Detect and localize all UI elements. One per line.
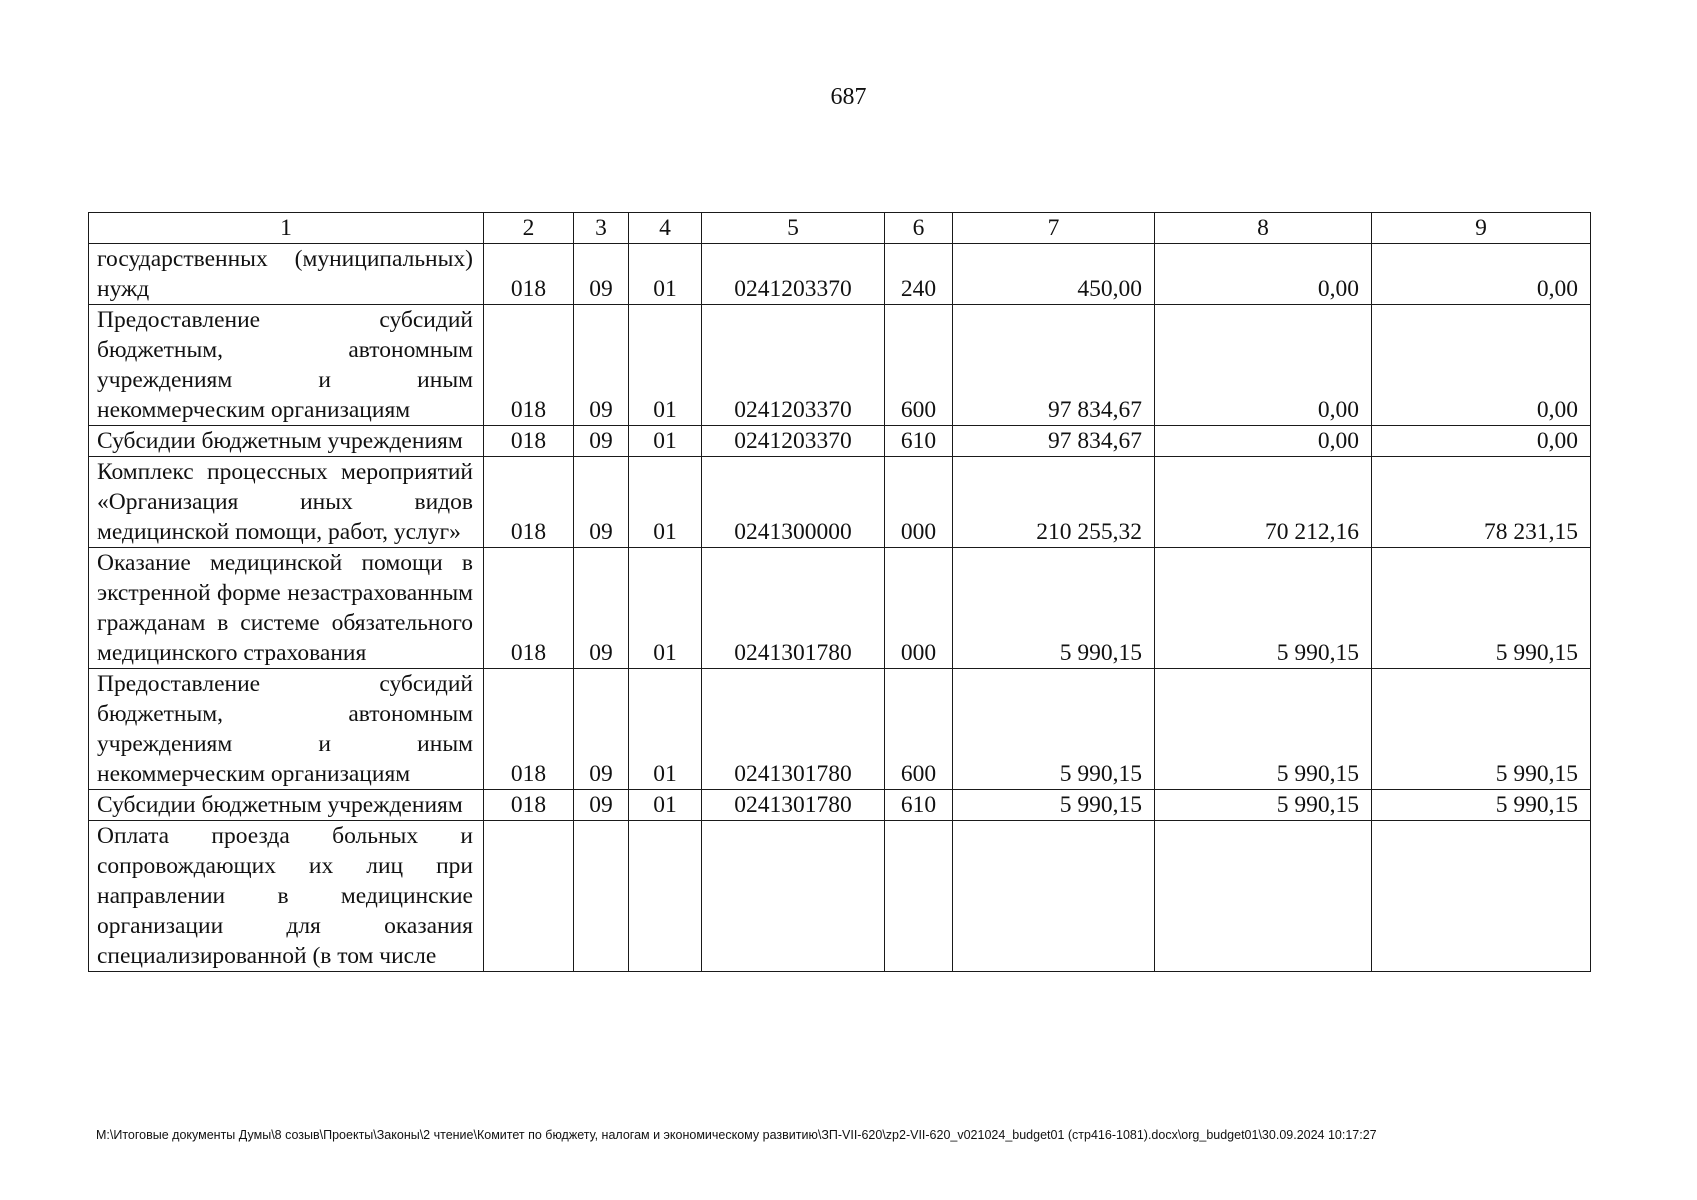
amount-year-3 — [1372, 821, 1591, 972]
amount-year-2: 70 212,16 — [1155, 457, 1372, 548]
row-description: Оплата проезда больных и сопровождающих их лиц при направлении в медицинские организации для оказания специализированной (в том числе — [89, 821, 484, 972]
expense-type-code: 000 — [885, 548, 953, 669]
amount-year-2 — [1155, 821, 1372, 972]
page-number: 687 — [830, 84, 867, 110]
row-description: Субсидии бюджетным учреждениям — [89, 790, 484, 821]
budget-chapter-code: 018 — [484, 244, 574, 305]
target-article-code: 0241203370 — [702, 305, 885, 426]
target-article-code: 0241203370 — [702, 426, 885, 457]
subsection-code: 01 — [629, 305, 702, 426]
expense-type-code: 000 — [885, 457, 953, 548]
column-header: 3 — [574, 213, 629, 244]
amount-year-2: 5 990,15 — [1155, 548, 1372, 669]
table-row — [89, 669, 1591, 790]
amount-year-1: 210 255,32 — [953, 457, 1155, 548]
amount-year-1: 97 834,67 — [953, 305, 1155, 426]
budget-chapter-code: 018 — [484, 548, 574, 669]
target-article-code: 0241203370 — [702, 244, 885, 305]
expense-type-code: 240 — [885, 244, 953, 305]
subsection-code: 01 — [629, 548, 702, 669]
column-header: 5 — [702, 213, 885, 244]
amount-year-2: 5 990,15 — [1155, 669, 1372, 790]
amount-year-2: 5 990,15 — [1155, 790, 1372, 821]
section-code: 09 — [574, 426, 629, 457]
table-row — [89, 821, 1591, 972]
table-row — [89, 790, 1591, 821]
target-article-code: 0241301780 — [702, 548, 885, 669]
amount-year-3: 5 990,15 — [1372, 669, 1591, 790]
table-row — [89, 426, 1591, 457]
expense-type-code: 610 — [885, 426, 953, 457]
row-description: Предоставление субсидий бюджетным, автономным учреждениям и иным некоммерческим организациям — [89, 669, 484, 790]
expense-type-code: 610 — [885, 790, 953, 821]
section-code: 09 — [574, 305, 629, 426]
table-header-row — [89, 213, 1591, 244]
column-header: 1 — [89, 213, 484, 244]
budget-chapter-code: 018 — [484, 790, 574, 821]
column-header: 4 — [629, 213, 702, 244]
column-header: 2 — [484, 213, 574, 244]
table-body — [89, 244, 1591, 972]
subsection-code — [629, 821, 702, 972]
column-header: 6 — [885, 213, 953, 244]
row-description: Комплекс процессных мероприятий «Организация иных видов медицинской помощи, работ, услуг» — [89, 457, 484, 548]
section-code: 09 — [574, 244, 629, 305]
subsection-code: 01 — [629, 790, 702, 821]
table-row — [89, 244, 1591, 305]
expense-type-code: 600 — [885, 669, 953, 790]
subsection-code: 01 — [629, 244, 702, 305]
amount-year-1: 97 834,67 — [953, 426, 1155, 457]
row-description: Предоставление субсидий бюджетным, автономным учреждениям и иным некоммерческим организациям — [89, 305, 484, 426]
amount-year-2: 0,00 — [1155, 305, 1372, 426]
subsection-code: 01 — [629, 669, 702, 790]
amount-year-3: 0,00 — [1372, 426, 1591, 457]
budget-chapter-code: 018 — [484, 305, 574, 426]
target-article-code: 0241301780 — [702, 790, 885, 821]
column-header: 7 — [953, 213, 1155, 244]
row-description: Субсидии бюджетным учреждениям — [89, 426, 484, 457]
budget-chapter-code: 018 — [484, 426, 574, 457]
subsection-code: 01 — [629, 426, 702, 457]
table-row — [89, 457, 1591, 548]
amount-year-3: 78 231,15 — [1372, 457, 1591, 548]
table-row — [89, 305, 1591, 426]
amount-year-1: 450,00 — [953, 244, 1155, 305]
section-code: 09 — [574, 457, 629, 548]
amount-year-3: 5 990,15 — [1372, 790, 1591, 821]
amount-year-1 — [953, 821, 1155, 972]
section-code: 09 — [574, 669, 629, 790]
expense-type-code — [885, 821, 953, 972]
budget-chapter-code: 018 — [484, 457, 574, 548]
budget-table — [88, 212, 1591, 972]
row-description: Оказание медицинской помощи в экстренной форме незастрахованным гражданам в системе обязательного медицинского страхования — [89, 548, 484, 669]
target-article-code: 0241300000 — [702, 457, 885, 548]
amount-year-3: 5 990,15 — [1372, 548, 1591, 669]
table-row — [89, 548, 1591, 669]
target-article-code: 0241301780 — [702, 669, 885, 790]
amount-year-3: 0,00 — [1372, 244, 1591, 305]
row-description: государственных (муниципальных) нужд — [89, 244, 484, 305]
column-header: 8 — [1155, 213, 1372, 244]
expense-type-code: 600 — [885, 305, 953, 426]
target-article-code — [702, 821, 885, 972]
budget-chapter-code — [484, 821, 574, 972]
amount-year-1: 5 990,15 — [953, 548, 1155, 669]
amount-year-1: 5 990,15 — [953, 669, 1155, 790]
amount-year-3: 0,00 — [1372, 305, 1591, 426]
section-code — [574, 821, 629, 972]
budget-chapter-code: 018 — [484, 669, 574, 790]
section-code: 09 — [574, 548, 629, 669]
subsection-code: 01 — [629, 457, 702, 548]
footer-file-path: M:\Итоговые документы Думы\8 созыв\Проекты\Законы\2 чтение\Комитет по бюджету, налогам и экономическому развитию\ЗП-VII-620\zp2-VII-620_v021024_budget01 (стр416-1081).docx\org_budget01\30.09.2024 10:17:27 — [96, 1128, 1377, 1142]
section-code: 09 — [574, 790, 629, 821]
column-header: 9 — [1372, 213, 1591, 244]
amount-year-1: 5 990,15 — [953, 790, 1155, 821]
amount-year-2: 0,00 — [1155, 426, 1372, 457]
amount-year-2: 0,00 — [1155, 244, 1372, 305]
